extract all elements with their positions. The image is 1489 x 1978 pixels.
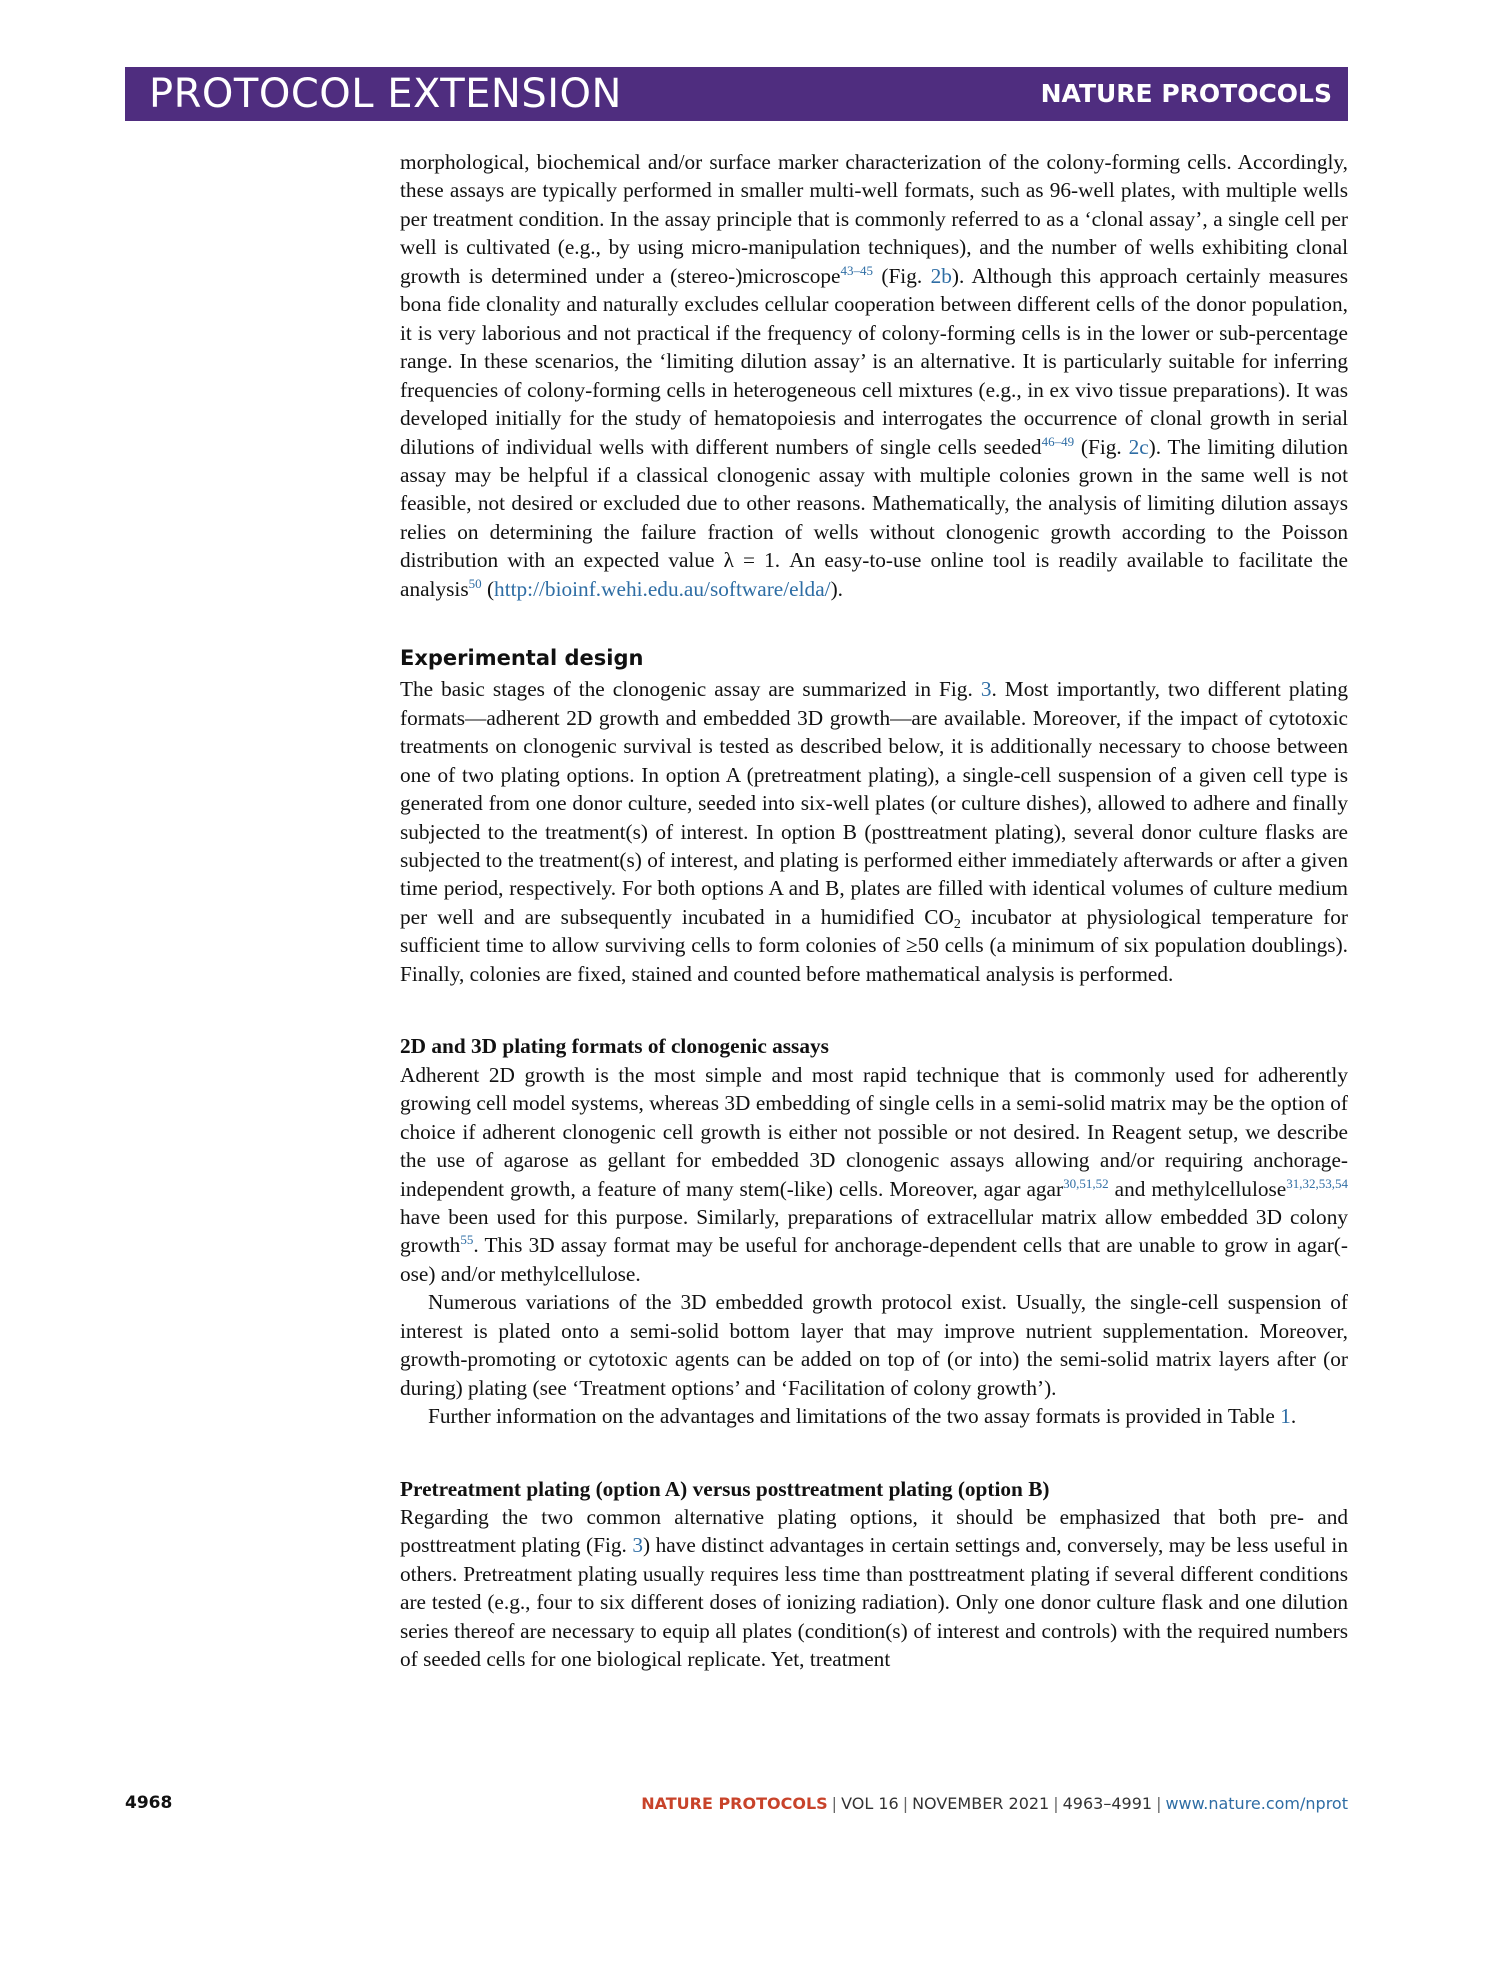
footer-volume: VOL 16 [841, 1794, 899, 1813]
text-run: . [1290, 1404, 1297, 1429]
text-run: . Most importantly, two different plating formats—adherent 2D growth and embedded 3D growth—are available. Moreover, if the impact of cytotoxic treatments on clonogenic survival is tested as described below, it is additionally necessary to choose between one of two plating options. In option A (pretreatment plating), a single-cell suspension of a given cell type is generated from one donor culture, seeded into six-well plates (or culture dishes), allowed to adhere and finally subjected to the treatment(s) of interest. In option B (posttreatment plating), several donor culture flasks are subjected to the treatment(s) of interest, and plating is performed either immediately afterwards or after a given time period, respectively. For both options A and B, plates are filled with identical volumes of culture medium per well and are subsequently incubated in a humidified CO [400, 677, 1348, 929]
paragraph-3d-variations: Numerous variations of the 3D embedded growth protocol exist. Usually, the single-cell suspension of interest is plated onto a semi-solid bottom layer that may improve nutrient supplementation. Moreover, growth-promoting or cytotoxic agents can be added on top of (or into) the semi-solid matrix layers after (or during) plating (see ‘Treatment options’ and ‘Facilitation of colony growth’). [400, 1290, 1348, 1400]
figure-link-3[interactable]: 3 [980, 677, 992, 702]
page-number: 4968 [125, 1793, 173, 1813]
text-run: ). Although this approach certainly measures bona fide clonality and naturally excludes cellular cooperation between different cells of the donor population, it is very laborious and not practical if the frequency of colony-forming cells is in the lower or sub-percentage range. In these scenarios, the ‘limiting dilution assay’ is an alternative. It is particularly suitable for inferring frequencies of colony-forming cells in heterogeneous cell mixtures (e.g., in ex vivo tissue preparations). It was developed initially for the study of hematopoiesis and interrogates the occurrence of clonal growth in serial dilutions of individual wells with different numbers of single cells seeded [400, 263, 1348, 459]
text-run: The basic stages of the clonogenic assay are summarized in Fig. [400, 677, 981, 702]
citation-link[interactable]: 55 [460, 1232, 474, 1248]
figure-link-2b[interactable]: 2b [930, 263, 952, 288]
footer-citation: NATURE PROTOCOLS | VOL 16 | NOVEMBER 2021 | 4963–4991 | www.nature.com/nprot [641, 1794, 1348, 1813]
text-run: (Fig. [872, 263, 931, 288]
footer-journal-name: NATURE PROTOCOLS [641, 1794, 828, 1813]
footer-journal-url[interactable]: www.nature.com/nprot [1165, 1794, 1348, 1813]
elda-url-link[interactable]: http://bioinf.wehi.edu.au/software/elda/ [494, 576, 831, 601]
text-run: ). The limiting dilution assay may be helpful if a classical clonogenic assay with multiple colonies grown in the same well is not feasible, not desired or excluded due to other reasons. Mathematically, the analysis of limiting dilution assays relies on determining the failure fraction of wells without clonogenic growth according to the Poisson distribution with an expected value λ = 1. An easy-to-use online tool is readily available to facilitate the analysis [400, 434, 1348, 601]
paragraph-plating-options [400, 1503, 1348, 1674]
section-heading-experimental-design: Experimental design [400, 646, 644, 671]
footer-pages: 4963–4991 [1062, 1794, 1153, 1813]
text-run: ). [830, 576, 843, 601]
figure-link-2c[interactable]: 2c [1128, 434, 1149, 459]
paragraph-plating-formats [400, 1061, 1348, 1289]
text-run: morphological, biochemical and/or surface marker characterization of the colony-forming cells. Accordingly, these assays are typically performed in smaller multi-well formats, such as 96-well plates, with multiple wells per treatment condition. In the assay principle that is commonly referred to as a ‘clonal assay’, a single cell per well is cultivated (e.g., by using micro-manipulation techniques), and the number of wells exhibiting clonal growth is determined under a (stereo-)microscope [400, 150, 1348, 288]
citation-link[interactable]: 31,32,53,54 [1286, 1175, 1348, 1191]
text-run: . This 3D assay format may be useful for anchorage-dependent cells that are unable to grow in agar(-ose) and/or methylcellulose. [400, 1233, 1348, 1286]
table-link-1[interactable]: 1 [1280, 1404, 1291, 1429]
citation-link[interactable]: 43–45 [840, 262, 873, 278]
paragraph-table-reference [400, 1402, 1348, 1430]
footer-date: NOVEMBER 2021 [912, 1794, 1050, 1813]
text-run: have been used for this purpose. Similarly, preparations of extracellular matrix allow embedded 3D colony growth [400, 1204, 1348, 1258]
subscript: 2 [953, 916, 961, 932]
paragraph-experimental-design [400, 675, 1348, 988]
citation-link[interactable]: 30,51,52 [1063, 1175, 1109, 1191]
text-run: Adherent 2D growth is the most simple and most rapid technique that is commonly used for adherently growing cell model systems, whereas 3D embedding of single cells in a semi-solid matrix may be the option of choice if adherent clonogenic cell growth is either not possible or not desired. In Reagent setup, we describe the use of agarose as gellant for embedded 3D clonogenic assays allowing and/or requiring anchorage-independent growth, a feature of many stem(-like) cells. Moreover, agar agar [400, 1062, 1348, 1201]
text-run: Further information on the advantages and limitations of the two assay formats is provided in Table [428, 1404, 1281, 1429]
citation-link[interactable]: 50 [468, 575, 482, 591]
header-banner [125, 67, 1348, 121]
subheading-plating-formats: 2D and 3D plating formats of clonogenic assays [400, 1034, 829, 1059]
article-body [400, 148, 1348, 1674]
text-run: ) have distinct advantages in certain settings and, conversely, may be less useful in others. Pretreatment plating usually requires less time than posttreatment plating if several different conditions are tested (e.g., four to six different doses of ionizing radiation). Only one donor culture flask and one dilution series thereof are necessary to equip all plates (condition(s) of interest and controls) with the required numbers of seeded cells for one biological replicate. Yet, treatment [400, 1533, 1349, 1672]
figure-link-3[interactable]: 3 [632, 1533, 643, 1558]
text-run: ( [481, 576, 495, 601]
text-run: Regarding the two common alternative plating options, it should be emphasized that both pre- and posttreatment plating (Fig. [400, 1505, 1348, 1558]
subheading-plating-options: Pretreatment plating (option A) versus posttreatment plating (option B) [400, 1476, 1050, 1501]
citation-link[interactable]: 46–49 [1041, 433, 1075, 449]
text-run: (Fig. [1074, 434, 1129, 459]
article-type-label: PROTOCOL EXTENSION [149, 71, 622, 117]
text-run: and methylcellulose [1108, 1176, 1287, 1201]
journal-name-header: NATURE PROTOCOLS [1040, 79, 1332, 108]
text-run: incubator at physiological temperature for sufficient time to allow surviving cells to form colonies of ≥50 cells (a minimum of six population doublings). Finally, colonies are fixed, stained and counted before mathematical analysis is performed. [400, 904, 1348, 986]
paragraph-clonal-assays [400, 148, 1348, 603]
